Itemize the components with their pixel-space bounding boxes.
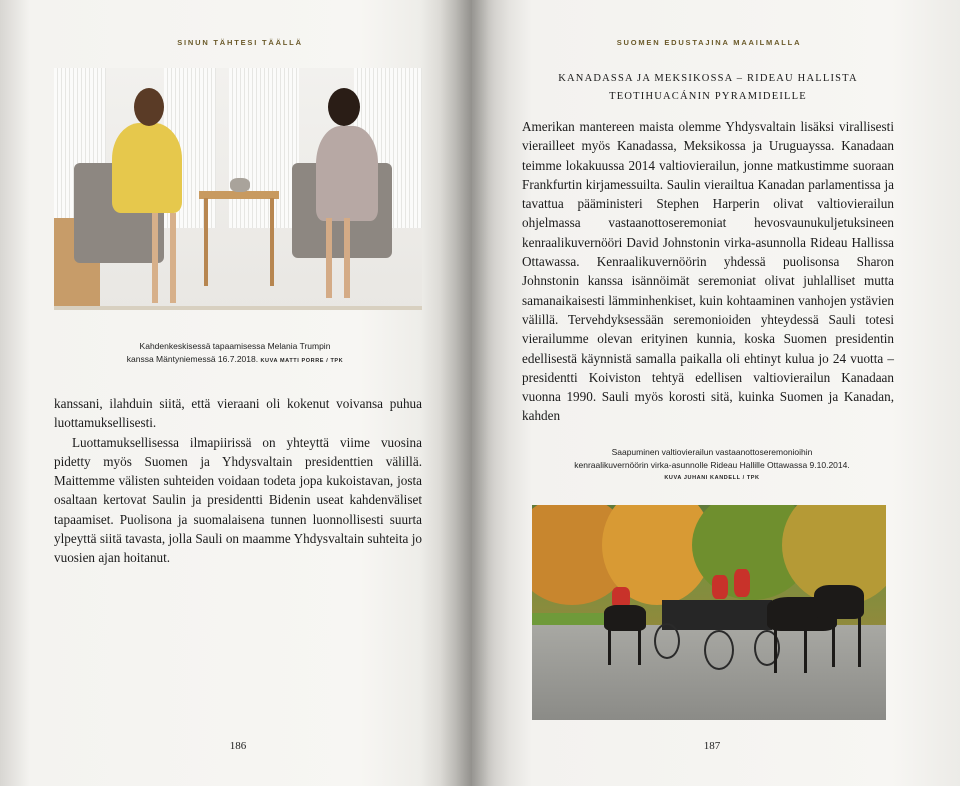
right-page-number: 187 [703,740,721,752]
left-running-head: SINUN TÄHTESI TÄÄLLÄ [177,38,303,47]
paragraph: Amerikan mantereen maista olemme Yhdysvaltain lisäksi virallisesti vierailleet myös Kanadassa, Meksikossa ja Uruguayssa. Kanadaan teimme lokakuussa 2014 valtiovierailun, jonne matkustimme suoraan Frankfurtin kirjamessuilta. Saulin vierailtua Kanadan parlamentissa ja tavattua pääministeri Stephen Harperin olivat valtiovierailun ohjelmassa vastaanottoseremoniat hevosvaunukuljetuksineen kenraalikuvernööri David Johnstonin virka-asunnolla Rideau Hallissa Ottawassa. Kenraalikuvernöörin yhdessä puolisonsa Sharon Johnstonin kanssa isännöimät seremoniat olivat juhlalliset mutta samanaikaisesti lämminhenkiset, kuin kohtaaminen vanhojen ystävien välillä. Tervehdyksessään seremonioiden yhteydessä Sauli totesi vierailumme olevan erityinen kunnia, koska Suomen presidentin edellisestä käynnistä samalla paikalla oli ehtinyt kulua jo 24 vuotta – presidentti Koiviston tehtyä edellisen valtiovierailun Kanadaan vuonna 1990. Sauli myös korosti sitä, kuinka Suomen ja Kanadan, kahden [522,119,894,424]
photo-credit: KUVA MATTI PORRE / TPK [260,358,344,364]
left-page-number: 186 [229,740,247,752]
chapter-title-line: TEOTIHUACÁNIN PYRAMIDEILLE [609,91,807,102]
left-photo-caption [80,340,390,368]
right-running-head: SUOMEN EDUSTAJINA MAAILMALLA [616,38,802,47]
photo-horse-carriage-rideau-hall [532,505,886,720]
right-photo-caption [512,446,912,485]
left-body-text [54,394,422,568]
caption-text: kanssa Mäntyniemessä 16.7.2018. [126,354,259,364]
caption-line: Saapuminen valtiovierailun vastaanottoseremonioihin [611,447,813,457]
paragraph: kanssani, ilahduin siitä, että vieraani oli kokenut voivansa puhua luottamuksellisesti. [54,396,422,431]
caption-line: kenraalikuvernöörin virka-asunnolle Rideau Hallille Ottawassa 9.10.2014. [574,460,850,470]
right-body-text [522,117,894,426]
chapter-title-line: KANADASSA JA MEKSIKOSSA – RIDEAU HALLISTA [558,73,858,84]
caption-line [80,353,390,368]
photo-melania-trump-meeting [54,68,422,310]
photo-credit: KUVA JUHANI KANDELL / TPK [664,475,760,481]
right-page [472,0,960,786]
paragraph: Luottamuksellisessa ilmapiirissä on yhteyttä viime vuosina pidetty myös Suomen ja Yhdysvaltain presidenttien välillä. Maittemme välisten suhteiden voidaan todeta jopa kukoistavan, josta osaltaan kertovat Saulin ja presidentti Bidenin useat kahdenväliset tapaamiset. Puolisona ja suomalaisena tunnen luonnollisesti suurta ylpeyttä siitä tavasta, jolla Sauli on maamme Yhdysvaltain suhteita jo vuosien ajan hoitanut. [54,434,422,566]
chapter-title [522,70,894,106]
caption-line: Kahdenkeskisessä tapaamisessa Melania Trumpin [139,341,331,351]
left-page [0,0,472,786]
